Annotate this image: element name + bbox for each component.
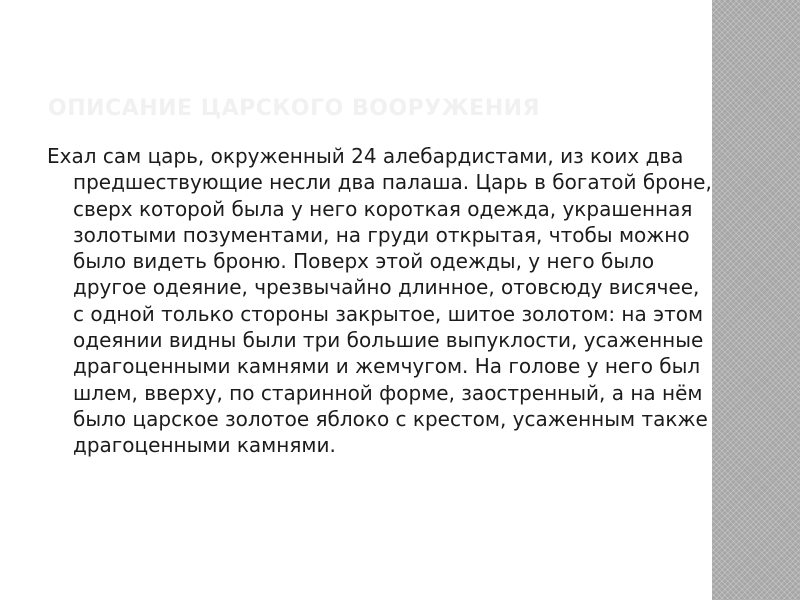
- slide-body-text: Ехал сам царь, окруженный 24 алебардистами, из коих два предшествующие несли два палаша. Царь в богатой броне, сверх которой была у него короткая одежда, украшенная золотыми позументами, на груди открытая, чтобы можно было видеть броню. Поверх этой одежды, у него было другое одеяние, чрезвычайно длинное, отовсюду висячее, с одной только стороны закрытое, шитое золотом: на этом одеянии видны были три большие выпуклости, усаженные драгоценными камнями и жемчугом. На голове у него был шлем, вверху, по старинной форме, заостренный, а на нём было царское золотое яблоко с крестом, усаженным также драгоценными камнями.: [47, 144, 712, 458]
- slide-title: ОПИСАНИЕ ЦАРСКОГО ВООРУЖЕНИЯ: [48, 96, 540, 121]
- decorative-side-panel: [712, 0, 800, 600]
